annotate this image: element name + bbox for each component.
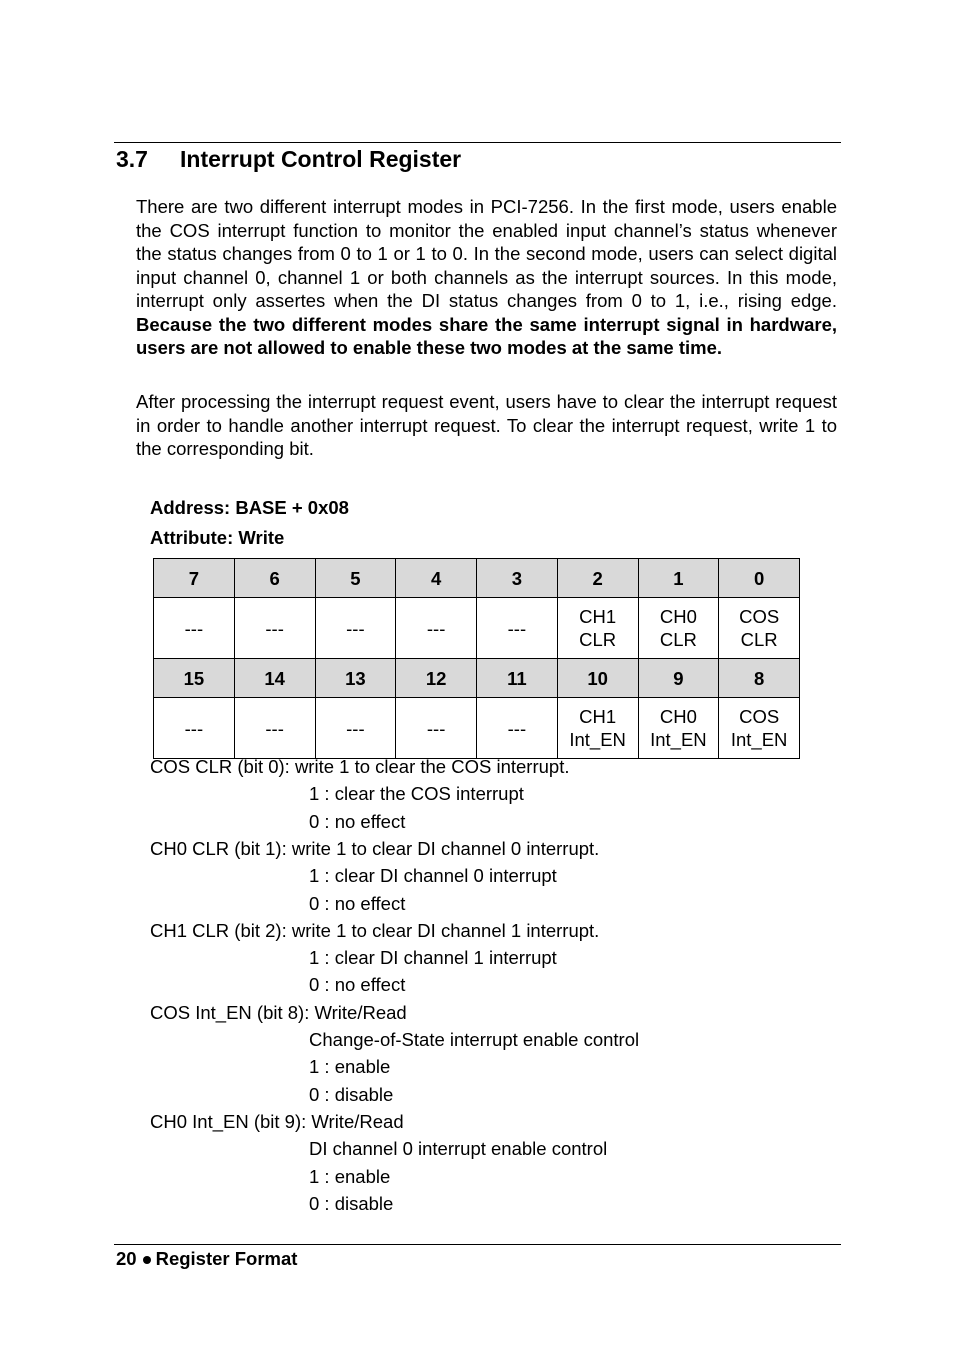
bit-field-label: CH0 [659,606,697,627]
register-address: Address: BASE + 0x08 [150,497,349,518]
bit-description: CH0 CLR (bit 1): write 1 to clear DI channel 0 interrupt. [150,837,600,859]
bit-description-detail: 1 : enable [309,1165,391,1187]
intro-paragraph [136,195,837,360]
bit-field-cell [557,698,638,759]
page-number: 20 [116,1248,137,1269]
bit-field-label: CLR [579,629,617,650]
top-rule [114,142,841,143]
bit-field-cell [638,598,719,659]
bit-description-detail: DI channel 0 interrupt enable control [309,1138,608,1160]
bit-field-label: CLR [740,629,778,650]
bit-field-label: --- [184,617,204,639]
register-attribute: Attribute: Write [150,527,285,548]
bit-number-cell: 14 [234,659,315,698]
page-footer [116,1248,297,1270]
bit-field-cell [396,698,477,759]
bit-field-cell [396,598,477,659]
bit-field-label: --- [426,717,446,739]
bit-field-label: --- [265,617,284,639]
bit-description-detail: 1 : enable [309,1056,391,1078]
bit-field-label: --- [346,617,365,639]
bit-field-cell [557,598,638,659]
bit-number-cell: 7 [154,559,235,598]
bottom-rule [114,1244,841,1245]
bit-number-cell: 5 [315,559,396,598]
bit-field-label: --- [265,717,284,739]
bit-field-label: --- [184,717,204,739]
bit-field-cell [719,598,800,659]
bit-field-label: CLR [659,629,697,650]
bit-field-label: COS [739,606,780,627]
bit-number-cell: 11 [477,659,558,698]
intro-bold-warning: Because the two different modes share the same interrupt signal in hardware, users are not allowed to enable these two modes at the same time. [136,313,837,358]
bit-field-cell [234,598,315,659]
bit-field-label: Int_EN [730,729,788,750]
bit-field-cell [477,698,558,759]
bit-description: COS Int_EN (bit 8): Write/Read [150,1001,407,1023]
intro-text: There are two different interrupt modes in PCI-7256. In the first mode, users enable the COS interrupt function to monitor the enabled input channel’s status whenever the status changes from 0 to 1 or 1 to 0. In the second mode, users can select digital input channel 0, channel 1 or both channels as the interrupt sources. In this mode, interrupt only assertes when the DI status changes from 0 to 1, i.e., rising edge. [136,196,837,311]
bit-description-detail: 0 : no effect [309,974,406,996]
bit-field-cell [315,698,396,759]
bit-field-cell [477,598,558,659]
low-bits-header-row [154,559,800,598]
bit-number-cell: 0 [719,559,800,598]
bit-field-label: Int_EN [569,729,626,750]
section-title [116,146,461,173]
bit-field-cell [154,598,235,659]
bit-field-label: --- [346,717,365,739]
bit-field-label: --- [507,617,527,639]
bit-number-cell: 13 [315,659,396,698]
bit-number-cell: 10 [557,659,638,698]
bit-number-cell: 4 [396,559,477,598]
bit-field-label: CH1 [579,606,617,627]
bit-field-label: CH1 [579,706,617,727]
bit-field-label: --- [426,617,446,639]
bit-description-detail: 1 : clear DI channel 0 interrupt [309,865,557,887]
bit-number-cell: 15 [154,659,235,698]
bit-field-cell [638,698,719,759]
bit-number-cell: 8 [719,659,800,698]
section-heading: Interrupt Control Register [180,146,462,172]
bit-description: CH1 CLR (bit 2): write 1 to clear DI channel 1 interrupt. [150,919,600,941]
bullet-icon [143,1256,151,1264]
register-bit-table [153,558,800,759]
bit-field-cell [234,698,315,759]
bit-field-label: COS [739,706,780,727]
bit-number-cell: 12 [396,659,477,698]
bit-description-detail: 0 : disable [309,1192,394,1214]
bit-number-cell: 1 [638,559,719,598]
high-bits-value-row [154,698,800,759]
clear-paragraph: After processing the interrupt request event, users have to clear the interrupt request in order to handle another interrupt request. To clear the interrupt request, write 1 to the corresponding bit. [136,391,837,459]
bit-field-label: Int_EN [650,729,707,750]
bit-number-cell: 6 [234,559,315,598]
low-bits-value-row [154,598,800,659]
bit-number-cell: 2 [557,559,638,598]
bit-number-cell: 3 [477,559,558,598]
bit-field-cell [315,598,396,659]
bit-description-detail: Change-of-State interrupt enable control [309,1029,640,1050]
bit-field-cell [154,698,235,759]
bit-description: COS CLR (bit 0): write 1 to clear the COS interrupt. [150,756,570,777]
section-number: 3.7 [116,146,148,172]
high-bits-header-row [154,659,800,698]
bit-description-detail: 1 : clear DI channel 1 interrupt [309,947,557,969]
bit-description-detail: 0 : no effect [309,892,406,914]
bit-field-label: --- [507,717,527,739]
bit-description: CH0 Int_EN (bit 9): Write/Read [150,1110,404,1132]
bit-description-detail: 1 : clear the COS interrupt [309,783,524,805]
bit-description-detail: 0 : no effect [309,810,406,832]
bit-field-label: CH0 [659,706,697,727]
bit-number-cell: 9 [638,659,719,698]
bit-field-cell [719,698,800,759]
footer-title: Register Format [155,1248,298,1269]
bit-description-detail: 0 : disable [309,1083,394,1105]
